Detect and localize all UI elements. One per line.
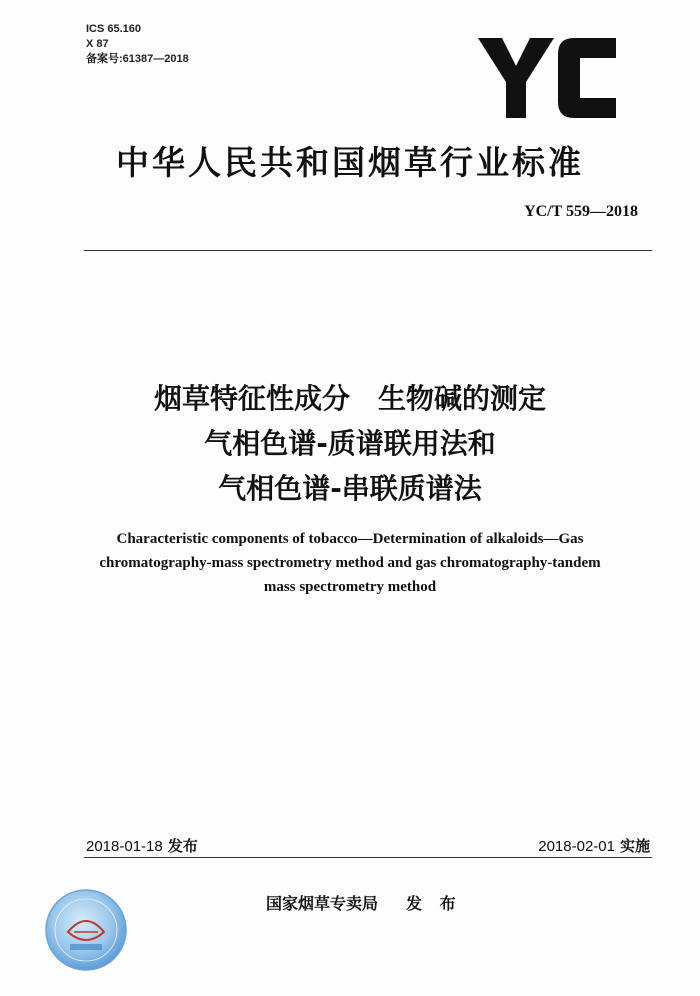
chinese-title-line-2: 气相色谱-质谱联用法和: [204, 427, 496, 460]
implementation-label: 实施: [619, 837, 650, 855]
yc-logo-icon: [478, 38, 620, 118]
issuing-authority: [266, 891, 462, 914]
standard-category-title: 中华人民共和国烟草行业标准: [116, 143, 584, 182]
ics-code: ICS 65.160: [86, 23, 142, 35]
classification-codes: [86, 22, 189, 67]
issuer-action: 发 布: [406, 894, 462, 913]
anti-counterfeit-seal-icon: [44, 888, 128, 972]
english-title-line-2: chromatography-mass spectrometry method and gas chromatography-tandem: [99, 555, 601, 571]
english-title-line-1: Characteristic components of tobacco—Determination of alkaloids—Gas: [116, 531, 584, 547]
english-title-line-3: mass spectrometry method: [263, 579, 437, 595]
bottom-divider: [84, 857, 652, 858]
issuer-name: 国家烟草专卖局: [266, 894, 379, 913]
ccs-code: X 87: [86, 38, 109, 50]
implementation-date-block: [538, 835, 650, 856]
chinese-title-line-1: 烟草特征性成分 生物碱的测定: [153, 382, 546, 415]
record-number: 备案号:61387—2018: [86, 53, 189, 65]
english-title: [60, 527, 640, 599]
standard-number: YC/T 559—2018: [524, 203, 638, 220]
issue-label: 发布: [167, 837, 198, 855]
top-divider: [84, 250, 652, 251]
chinese-title-line-3: 气相色谱-串联质谱法: [218, 472, 482, 505]
issue-date-block: [86, 835, 198, 856]
implementation-date: 2018-02-01: [538, 838, 615, 855]
chinese-title: [0, 376, 700, 511]
issue-date: 2018-01-18: [86, 838, 163, 855]
